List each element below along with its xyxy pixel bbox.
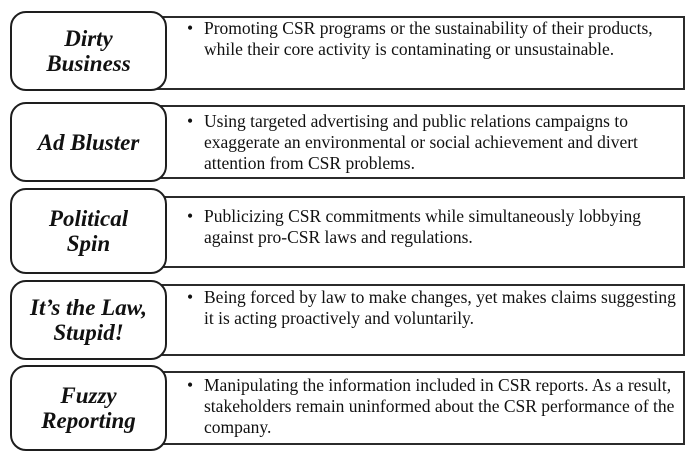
bullet-marker: • xyxy=(187,375,194,395)
description-text: Manipulating the information included in CSR reports. As a result, stakeholders remain uninformed about the CSR performance of the company. xyxy=(204,375,675,437)
term-text: Fuzzy Reporting xyxy=(41,383,136,433)
description-fuzzy-reporting xyxy=(187,375,677,438)
description-political-spin xyxy=(187,206,677,248)
description-text: Being forced by law to make changes, yet makes claims suggesting it is acting proactively and voluntarily. xyxy=(204,287,676,328)
description-dirty-business xyxy=(187,18,677,60)
description-ad-bluster xyxy=(187,111,677,174)
bullet-marker: • xyxy=(187,287,194,307)
term-text: Political Spin xyxy=(48,206,129,256)
description-text: Promoting CSR programs or the sustainability of their products, while their core activity is contaminating or unsustainable. xyxy=(204,18,653,59)
term-text: It’s the Law, Stupid! xyxy=(30,295,147,345)
term-label-ad-bluster xyxy=(10,102,167,182)
bullet-marker: • xyxy=(187,206,194,226)
bullet-marker: • xyxy=(187,111,194,131)
term-text: Dirty Business xyxy=(46,26,131,76)
description-text: Using targeted advertising and public relations campaigns to exaggerate an environmental or social achievement and divert attention from CSR problems. xyxy=(204,111,638,173)
term-label-its-the-law xyxy=(10,280,167,360)
description-text: Publicizing CSR commitments while simultaneously lobbying against pro-CSR laws and regulations. xyxy=(204,206,642,247)
term-label-dirty-business xyxy=(10,11,167,91)
bullet-marker: • xyxy=(187,18,194,38)
term-text: Ad Bluster xyxy=(37,129,140,155)
term-label-political-spin xyxy=(10,188,167,274)
description-its-the-law xyxy=(187,287,677,329)
term-label-fuzzy-reporting xyxy=(10,365,167,451)
